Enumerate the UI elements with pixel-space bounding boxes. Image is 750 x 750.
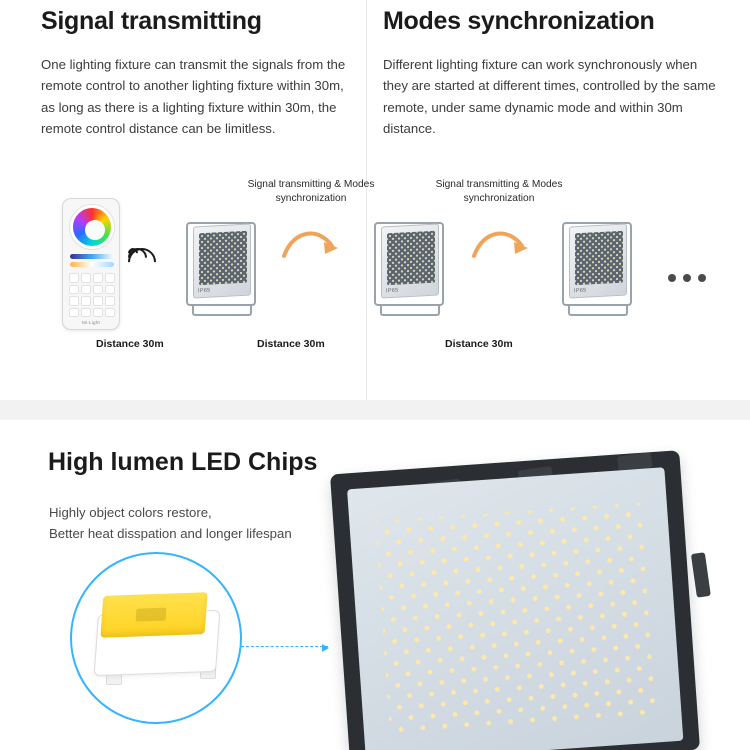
modes-synchronization-body: Different lighting fixture can work synchronously when they are started at different times, controlled by the same remote, under same dynamic mode and within 30m distance. xyxy=(383,57,716,137)
callout-connector-line xyxy=(236,646,328,647)
lamp-body xyxy=(569,223,627,298)
feature-modes-synchronization xyxy=(383,6,723,140)
flood-light-photo xyxy=(322,440,742,750)
led-chips-subtitle-line-1: Highly object colors restore, xyxy=(49,505,212,520)
flood-light-illustration xyxy=(368,218,450,326)
remote-brand-label: Mi-Light xyxy=(82,320,100,325)
led-chips-section xyxy=(0,420,750,750)
remote-control-illustration xyxy=(62,198,120,330)
lamp-ip-rating: IP65 xyxy=(386,287,399,295)
transmission-arrow-icon xyxy=(470,226,532,260)
lamp-ip-rating: IP65 xyxy=(574,287,587,295)
lamp-ip-rating: IP65 xyxy=(198,287,211,295)
distance-label-1: Distance 30m xyxy=(96,338,164,350)
flood-light-face xyxy=(347,467,683,750)
led-chips-title: High lumen LED Chips xyxy=(48,448,318,476)
distance-label-2: Distance 30m xyxy=(257,338,325,350)
color-slider-bar xyxy=(70,254,114,259)
led-chip-callout xyxy=(70,552,242,724)
lamp-foot xyxy=(380,306,440,316)
chip-phosphor-surface xyxy=(100,592,207,638)
led-array xyxy=(375,503,655,735)
signal-chain-diagram xyxy=(0,170,750,370)
led-chips-subtitle-line-2: Better heat disspation and longer lifespan xyxy=(49,526,292,542)
continuation-dots-icon xyxy=(668,274,706,282)
lamp-body xyxy=(193,223,251,298)
signal-transmitting-body: One lighting fixture can transmit the signals from the remote control to another lighting fixture within 30m, as long as there is a lighting fixture within 30m, the remote control distance can be limitless. xyxy=(41,57,346,137)
distance-label-3: Distance 30m xyxy=(445,338,513,350)
lamp-body xyxy=(381,223,439,298)
wireless-signal-icon xyxy=(128,248,162,282)
led-chips-subtitle xyxy=(49,502,292,545)
flood-light-illustration xyxy=(180,218,262,326)
lamp-led-panel xyxy=(199,231,247,286)
section-separator-band xyxy=(0,400,750,420)
lamp-foot xyxy=(192,306,252,316)
side-knob xyxy=(691,552,711,598)
flood-light-frame xyxy=(330,450,700,750)
signal-transmitting-title: Signal transmitting xyxy=(41,7,262,35)
transmission-arrow-icon xyxy=(280,226,342,260)
arrow-label-1: Signal transmitting & Modes synchronization xyxy=(247,179,375,204)
lamp-led-panel xyxy=(387,231,435,286)
lamp-foot xyxy=(568,306,628,316)
flood-light-illustration xyxy=(556,218,638,326)
feature-signal-transmitting xyxy=(41,6,361,140)
arrow-label-2: Signal transmitting & Modes synchronization xyxy=(435,179,563,204)
color-wheel-icon xyxy=(70,205,114,249)
warmth-slider-bar xyxy=(70,262,114,267)
lamp-led-panel xyxy=(575,231,623,286)
remote-keypad xyxy=(69,273,115,317)
modes-synchronization-title: Modes synchronization xyxy=(383,7,655,35)
